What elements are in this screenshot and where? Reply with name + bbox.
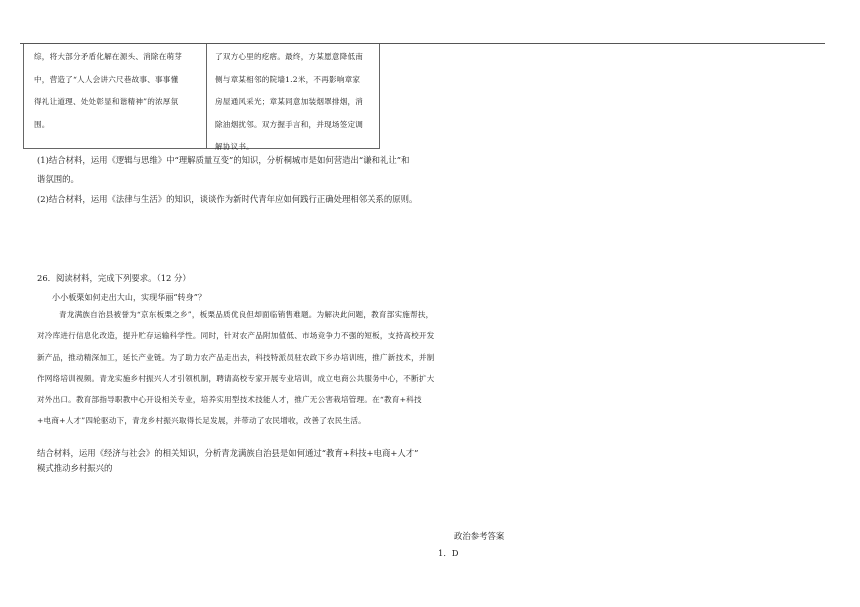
material-table <box>23 44 380 149</box>
question-1-line-1: (1)结合材料，运用《逻辑与思维》中“理解质量互变”的知识，分析桐城市是如何营造出“谦和礼让”和 <box>37 155 410 165</box>
question-1-line-2: 谐氛围的。 <box>37 174 79 184</box>
material-table-right-cell: 了双方心里的疙瘩。最终，方某愿意降低南 侧与章某相邻的院墙1.2米，不再影响章家 房屋通风采光；章某同意加装烟罩排烟，消 除油烟扰邻。双方握手言和，并现场签定调 解协议书。 <box>215 52 364 151</box>
material-subtitle: 小小板栗如何走出大山，实现华丽“转身”？ <box>52 292 206 302</box>
question-26-line-1: 结合材料，运用《经济与社会》的相关知识，分析青龙满族自治县是如何通过“教育+科技+电商+人才” <box>37 448 419 458</box>
question-26-line-2: 模式推动乡村振兴的 <box>37 463 113 473</box>
question-26-heading: 26．阅读材料，完成下列要求。（12 分） <box>37 273 191 283</box>
answer-item-1: 1．D <box>438 548 459 558</box>
material-paragraph: 青龙满族自治县被誉为“京东板栗之乡”，板栗品质优良但却面临销售难题。为解决此问题，教育部实施帮扶，对冷库进行信息化改造，提升贮存运输科学性。同时，针对农产品附加值低、市场竞争力不强的短板，支持高校开发新产品，推动精深加工，延长产业链。为了助力农产品走出去，科技特派员驻农政下乡办培训班，推广新技术，并制作网络培训视频。青龙实施乡村振兴人才引领机制，聘请高校专家开展专业培训，成立电商公共服务中心，不断扩大对外出口。教育部指导职教中心开设相关专业，培养实用型技术技能人才，推广无公害栽培管理。在“教育+科技+电商+人才”四轮驱动下，青龙乡村振兴取得长足发展，并带动了农民增收，改善了农民生活。 <box>37 310 435 426</box>
material-table-left-cell: 综，将大部分矛盾化解在源头、消除在萌芽 中，营造了“人人会讲六尺巷故事、事事懂 得礼让道理、处处彰显和谐精神”的浓厚氛 围。 <box>24 44 207 148</box>
question-2: (2)结合材料，运用《法律与生活》的知识，谈谈作为新时代青年应如何践行正确处理相邻关系的原则。 <box>37 194 418 204</box>
answer-key-title: 政治参考答案 <box>454 531 505 541</box>
